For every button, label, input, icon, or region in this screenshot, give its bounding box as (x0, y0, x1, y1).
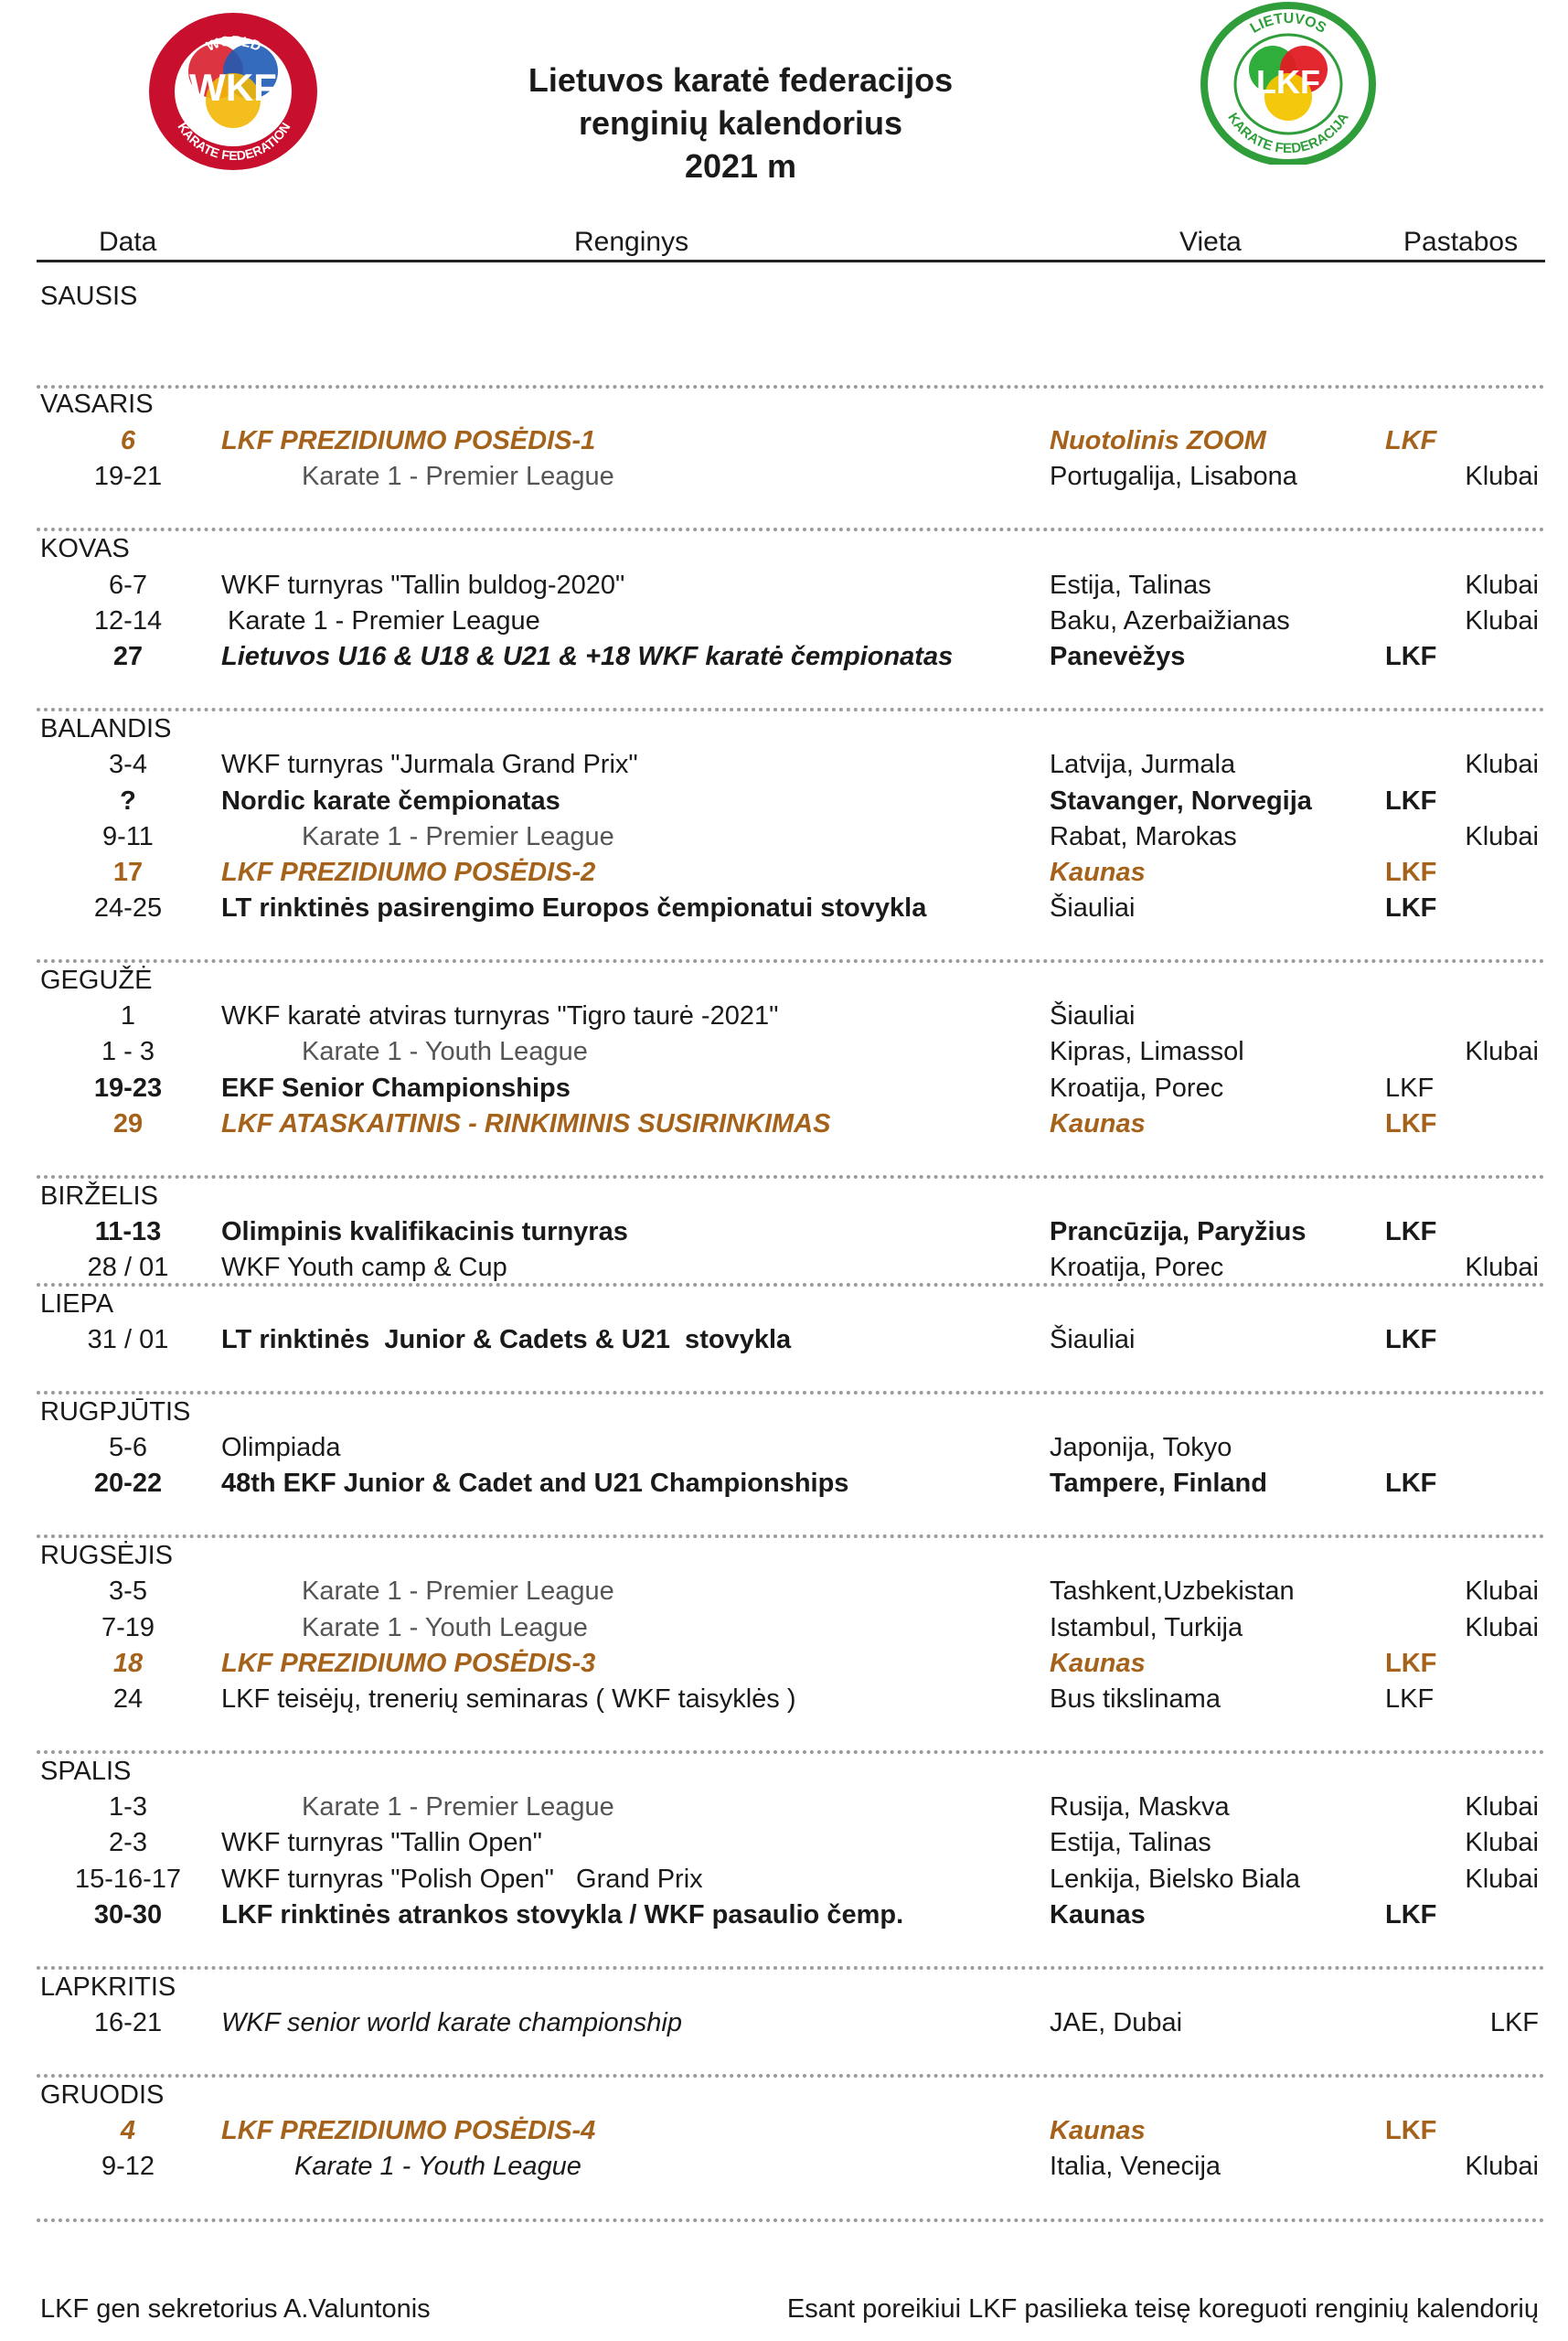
event-note: Klubai (1465, 1577, 1539, 1606)
section-divider (37, 528, 1545, 531)
event-date: 3-5 (109, 1577, 147, 1606)
event-row (0, 1109, 1568, 1146)
event-place: Japonija, Tokyo (1050, 1433, 1232, 1462)
month-label: BALANDIS (40, 714, 172, 743)
event-place: Panevėžys (1050, 642, 1186, 671)
event-name: Nordic karate čempionatas (221, 786, 560, 816)
event-name: WKF Youth camp & Cup (221, 1253, 507, 1282)
event-place: Rusija, Maskva (1050, 1792, 1230, 1822)
event-row (0, 750, 1568, 786)
event-row (0, 893, 1568, 930)
event-place: Šiauliai (1050, 1001, 1136, 1031)
event-note: LKF (1385, 1900, 1437, 1929)
event-date: 31 / 01 (87, 1325, 169, 1354)
event-row (0, 858, 1568, 894)
event-row (0, 1577, 1568, 1613)
event-date: 11-13 (94, 1217, 162, 1246)
section-divider (37, 1391, 1545, 1395)
event-note: Klubai (1465, 1865, 1539, 1894)
event-note: Klubai (1465, 822, 1539, 851)
section-divider (37, 2218, 1545, 2222)
event-note: LKF (1385, 1074, 1435, 1103)
event-place: JAE, Dubai (1050, 2008, 1183, 2037)
event-row (0, 1684, 1568, 1721)
footer-signature: LKF gen sekretorius A.Valuntonis (40, 2294, 431, 2324)
event-place: Lenkija, Bielsko Biala (1050, 1865, 1301, 1894)
event-place: Stavanger, Norvegija (1050, 786, 1312, 816)
event-place: Tashkent,Uzbekistan (1050, 1577, 1295, 1606)
event-name: Karate 1 - Premier League (228, 606, 540, 636)
event-place: Kaunas (1050, 858, 1146, 887)
lkf-logo-top-text: LIETUVOS (1247, 10, 1329, 37)
event-name: 48th EKF Junior & Cadet and U21 Championships (221, 1469, 849, 1498)
event-note: Klubai (1465, 1037, 1539, 1066)
event-date: 18 (112, 1649, 144, 1678)
event-row (0, 606, 1568, 643)
event-name: LKF PREZIDIUMO POSĖDIS-4 (221, 2116, 596, 2145)
event-note: Klubai (1465, 750, 1539, 779)
header-event: Renginys (574, 227, 689, 257)
event-date: 16-21 (93, 2008, 163, 2037)
event-place: Kaunas (1050, 2116, 1146, 2145)
event-name: WKF senior world karate championship (221, 2008, 682, 2037)
event-name: LKF rinktinės atrankos stovykla / WKF pasaulio čemp. (221, 1900, 904, 1929)
event-note: LKF (1385, 858, 1437, 887)
wkf-logo-bottom-text: KARATE FEDERATION (175, 120, 293, 164)
section-divider (37, 2074, 1545, 2078)
header-rule (37, 260, 1545, 262)
event-note: Klubai (1465, 1828, 1539, 1857)
event-note: Klubai (1465, 1792, 1539, 1822)
event-name: Olimpiada (221, 1433, 341, 1462)
event-row (0, 1217, 1568, 1254)
section-divider (37, 1534, 1545, 1538)
event-date: 17 (112, 858, 144, 887)
event-name: Karate 1 - Premier League (302, 1577, 614, 1606)
event-date: ? (120, 786, 136, 816)
event-name: Lietuvos U16 & U18 & U21 & +18 WKF karatė čempionatas (221, 642, 954, 671)
section-divider (37, 1750, 1545, 1754)
event-row (0, 1649, 1568, 1685)
event-date: 19-23 (93, 1074, 163, 1103)
event-row (0, 2008, 1568, 2045)
event-name: EKF Senior Championships (221, 1074, 571, 1103)
event-name: WKF turnyras "Tallin Open" (221, 1828, 542, 1857)
event-date: 24 (112, 1684, 144, 1714)
event-name: LKF PREZIDIUMO POSĖDIS-1 (221, 426, 596, 455)
month-label: LAPKRITIS (40, 1972, 176, 2002)
event-name: Olimpinis kvalifikacinis turnyras (221, 1217, 628, 1246)
footer-disclaimer: Esant poreikiui LKF pasilieka teisę koreguoti renginių kalendorių (786, 2294, 1539, 2324)
event-row (0, 462, 1568, 498)
event-note: LKF (1385, 1684, 1435, 1714)
event-date: 28 / 01 (87, 1253, 169, 1282)
section-divider (37, 1175, 1545, 1179)
event-place: Estija, Talinas (1050, 571, 1211, 600)
event-row (0, 2152, 1568, 2188)
event-row (0, 1828, 1568, 1865)
event-note: LKF (1385, 426, 1437, 455)
event-note: LKF (1385, 893, 1437, 923)
event-date: 1-3 (109, 1792, 147, 1822)
event-date: 27 (112, 642, 144, 671)
event-name: LT rinktinės Junior & Cadets & U21 stovykla (221, 1325, 792, 1354)
event-place: Rabat, Marokas (1050, 822, 1237, 851)
event-row (0, 1900, 1568, 1937)
event-row (0, 1074, 1568, 1110)
month-label: SAUSIS (40, 282, 138, 311)
event-date: 12-14 (93, 606, 163, 636)
event-name: WKF karatė atviras turnyras "Tigro taurė -2021" (221, 1001, 779, 1031)
event-name: Karate 1 - Premier League (302, 462, 614, 491)
month-label: SPALIS (40, 1757, 132, 1786)
event-date: 19-21 (93, 462, 163, 491)
event-row (0, 786, 1568, 823)
event-date: 1 (120, 1001, 136, 1031)
lkf-logo (1200, 0, 1378, 165)
event-note: Klubai (1465, 571, 1539, 600)
event-name: Karate 1 - Youth League (302, 1613, 588, 1642)
month-label: RUGSĖJIS (40, 1541, 174, 1570)
event-date: 15-16-17 (74, 1865, 182, 1894)
event-place: Kroatija, Porec (1050, 1074, 1224, 1103)
event-date: 7-19 (101, 1613, 155, 1642)
event-name: Karate 1 - Premier League (302, 1792, 614, 1822)
event-note: Klubai (1465, 606, 1539, 636)
event-date: 9-12 (101, 2152, 155, 2181)
event-date: 20-22 (93, 1469, 163, 1498)
section-divider (37, 1283, 1545, 1287)
header-place: Vieta (1179, 227, 1242, 257)
lkf-logo-center: LKF (1256, 63, 1320, 101)
event-row (0, 1037, 1568, 1074)
event-place: Nuotolinis ZOOM (1050, 426, 1266, 455)
event-date: 2-3 (109, 1828, 147, 1857)
event-note: LKF (1489, 2008, 1539, 2037)
event-row (0, 2116, 1568, 2153)
lkf-logo-bottom-text: KARATE FEDERACIJA (1224, 110, 1352, 157)
event-note: LKF (1385, 642, 1437, 671)
month-label: VASARIS (40, 390, 154, 419)
month-label: KOVAS (40, 534, 130, 563)
event-date: 6-7 (109, 571, 147, 600)
event-place: Kroatija, Porec (1050, 1253, 1224, 1282)
event-name: WKF turnyras "Jurmala Grand Prix" (221, 750, 638, 779)
event-date: 4 (120, 2116, 136, 2145)
title-line-3: 2021 m (684, 147, 797, 185)
event-name: LKF PREZIDIUMO POSĖDIS-3 (221, 1649, 596, 1678)
event-note: Klubai (1465, 1613, 1539, 1642)
event-place: Istambul, Turkija (1050, 1613, 1243, 1642)
month-label: RUGPJŪTIS (40, 1397, 191, 1427)
event-note: LKF (1385, 1469, 1437, 1498)
wkf-logo (144, 9, 323, 174)
event-place: Portugalija, Lisabona (1050, 462, 1297, 491)
event-note: LKF (1385, 1325, 1437, 1354)
event-row (0, 1001, 1568, 1038)
month-label: BIRŽELIS (40, 1181, 158, 1211)
event-row (0, 1325, 1568, 1362)
event-place: Bus tikslinama (1050, 1684, 1221, 1714)
event-place: Kaunas (1050, 1109, 1146, 1138)
event-place: Šiauliai (1050, 893, 1136, 923)
event-name: Karate 1 - Youth League (294, 2152, 581, 2181)
event-name: LKF teisėjų, trenerių seminaras ( WKF taisyklės ) (221, 1684, 796, 1714)
event-note: Klubai (1465, 462, 1539, 491)
section-divider (37, 708, 1545, 711)
section-divider (37, 1966, 1545, 1970)
event-place: Italia, Venecija (1050, 2152, 1221, 2181)
event-place: Kaunas (1050, 1649, 1146, 1678)
event-row (0, 822, 1568, 859)
event-date: 6 (120, 426, 136, 455)
event-date: 5-6 (109, 1433, 147, 1462)
event-name: WKF turnyras "Polish Open" Grand Prix (221, 1865, 703, 1894)
section-divider (37, 959, 1545, 963)
header-notes: Pastabos (1403, 227, 1519, 257)
event-date: 9-11 (102, 822, 154, 851)
month-label: LIEPA (40, 1289, 114, 1319)
event-note: LKF (1385, 1649, 1437, 1678)
event-note: Klubai (1465, 1253, 1539, 1282)
title-line-1: Lietuvos karatė federacijos (528, 61, 954, 99)
section-divider (37, 385, 1545, 389)
event-row (0, 1792, 1568, 1829)
wkf-logo-center: WKF (189, 66, 277, 109)
event-name: Karate 1 - Youth League (302, 1037, 588, 1066)
event-place: Baku, Azerbaižianas (1050, 606, 1290, 636)
event-row (0, 1469, 1568, 1505)
event-date: 24-25 (93, 893, 163, 923)
title-line-2: renginių kalendorius (578, 104, 903, 142)
event-note: LKF (1385, 2116, 1437, 2145)
event-place: Latvija, Jurmala (1050, 750, 1236, 779)
event-note: LKF (1385, 1217, 1437, 1246)
event-place: Estija, Talinas (1050, 1828, 1211, 1857)
wkf-logo-top-text: WORLD (204, 33, 263, 55)
event-row (0, 426, 1568, 463)
event-name: LT rinktinės pasirengimo Europos čempionatui stovykla (221, 893, 927, 923)
event-date: 3-4 (109, 750, 147, 779)
event-row (0, 571, 1568, 607)
event-name: LKF PREZIDIUMO POSĖDIS-2 (221, 858, 596, 887)
event-note: LKF (1385, 786, 1437, 816)
event-date: 1 - 3 (101, 1037, 155, 1066)
event-date: 30-30 (93, 1900, 163, 1929)
event-note: Klubai (1465, 2152, 1539, 2181)
event-row (0, 1433, 1568, 1470)
event-place: Kaunas (1050, 1900, 1146, 1929)
month-label: GRUODIS (40, 2080, 165, 2110)
page-title (421, 59, 1061, 187)
event-name: WKF turnyras "Tallin buldog-2020" (221, 571, 625, 600)
event-place: Tampere, Finland (1050, 1469, 1267, 1498)
event-row (0, 642, 1568, 679)
event-name: LKF ATASKAITINIS - RINKIMINIS SUSIRINKIMAS (221, 1109, 831, 1138)
month-label: GEGUŽĖ (40, 966, 153, 995)
event-note: LKF (1385, 1109, 1437, 1138)
header-date: Data (99, 227, 157, 257)
event-name: Karate 1 - Premier League (302, 822, 614, 851)
event-place: Šiauliai (1050, 1325, 1136, 1354)
event-place: Prancūzija, Paryžius (1050, 1217, 1307, 1246)
event-row (0, 1865, 1568, 1901)
event-date: 29 (112, 1109, 144, 1138)
event-place: Kipras, Limassol (1050, 1037, 1244, 1066)
event-row (0, 1613, 1568, 1650)
